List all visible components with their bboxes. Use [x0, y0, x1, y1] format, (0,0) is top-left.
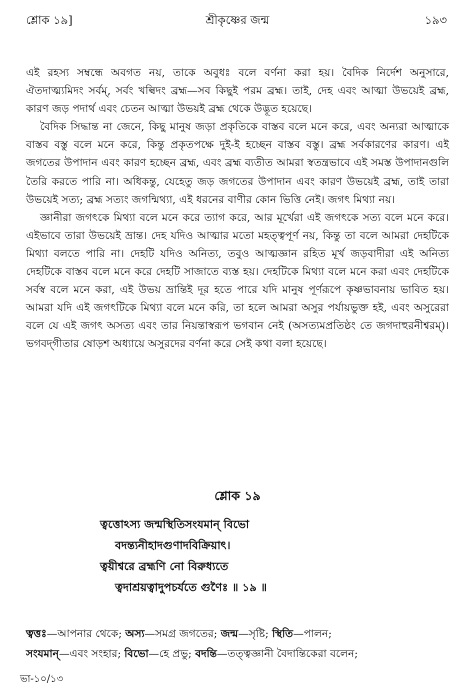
synonym-line [26, 644, 449, 664]
synonym-word: স্থিতি [272, 628, 294, 640]
synonym-meaning: —এবং সংহার; [58, 648, 125, 660]
paragraph: এই রহস্য সম্বন্ধে অবগত নয়, তাকে অবুধঃ বলে বর্ণনা করা হয়। বৈদিক নির্দেশ অনুসারে, ঐতদাত্ম্যমিদং সর্বম্‌, সর্বং খল্বিদং ব্রহ্ম—সব কিছুই পরম ব্রহ্ম। তাই, দেহ এবং আত্মা উভয়েই ব্রহ্ম, কারণ জড় পদার্থ এবং চেতন আত্মা উভয়ই ব্রহ্ম থেকে উদ্ভূত হয়েছে। [26, 67, 449, 116]
synonym-meaning: —সমগ্র জগতের; [144, 628, 221, 640]
synonym-word: ত্বত্তঃ [26, 628, 47, 640]
synonym-meaning: —হে প্রভু; [148, 648, 196, 660]
verse-line: ত্বদাশ্রয়ত্বাদুপচর্যতে গুণৈঃ ॥ ১৯ ॥ [115, 580, 267, 594]
synonym-meaning: —আপনার থেকে; [46, 628, 126, 640]
verse-block [0, 488, 475, 598]
synonym-meaning: —তত্ত্বজ্ঞানী বৈদান্তিকেরা বলেন; [216, 648, 358, 660]
header-chapter-title: শ্রীকৃষ্ণের জন্ম [205, 13, 270, 27]
header-page-number: ১৯৩ [424, 13, 447, 27]
verse-title: শ্লোক ১৯ [214, 488, 261, 503]
synonym-word: জন্ম [220, 628, 239, 640]
word-synonyms [26, 624, 449, 664]
paragraph: বৈদিক সিদ্ধান্ত না জেনে, কিছু মানুষ জড়া প্রকৃতিকে বাস্তব বলে মনে করে, এবং অন্যরা আত্মাকে বাস্তব বস্তু বলে মনে করে, কিন্তু প্রকৃতপক্ষে দুই-ই হচ্ছেন বাস্তব বস্তু। ব্রহ্ম সর্বকারণের কারণ। এই জগতের উপাদান এবং কারণ হচ্ছেন ব্রহ্ম, এবং ব্রহ্ম ব্যতীত আমরা স্বতন্ত্রভাবে এই সমস্ত উপাদানগুলি তৈরি করতে পারি না। অধিকন্তু, যেহেতু জড় জগতের উপাদান এবং কারণ উভয়েই ব্রহ্ম, তাই তারা উভয়েই সত্য; ব্রহ্ম সত্যং জগন্মিথ্যা, এই ধরনের বাণীর কোন ভিত্তি নেই। জগৎ মিথ্যা নয়। [26, 121, 449, 206]
paragraph: জ্ঞানীরা জগৎকে মিথ্যা বলে মনে করে ত্যাগ করে, আর মূর্খেরা এই জগৎকে সত্য বলে মনে করে। এইভাবে তারা উভয়েই ভ্রান্ত। দেহ যদিও আত্মার মতো মহত্ত্বপূর্ণ নয়, কিন্তু তা বলে আমরা দেহটিকে মিথ্যা বলতে পারি না। দেহটি যদিও অনিত্য, তবুও আত্মজ্ঞান রহিত মূর্খ জড়বাদীরা এই অনিত্য দেহটিকে বাস্তব বলে মনে করে দেহটি সাজাতে ব্যস্ত হয়। দেহটিকে মিথ্যা বলে মনে করা এবং দেহটিকে সর্বস্ব বলে মনে করা, এই উভয় ভ্রান্তিই দূর হতে পারে যদি মানুষ পূর্ণরূপে কৃষ্ণভাবনায় ভাবিত হয়। আমরা যদি এই জগৎটিকে মিথ্যা বলে মনে করি, তা হলে আমরা অসুর পর্যায়ভুক্ত হই, এবং অসুরেরা বলে যে এই জগৎ অসত্য এবং তার নিয়ন্তাস্বরূপ ভগবান নেই (অসত্যমপ্রতিষ্ঠং তে জগদাহুরনীশ্বরম্‌)। ভগবদ্‌গীতার ষোড়শ অধ্যায়ে অসুরদের বর্ণনা করে সেই কথা বলা হয়েছে। [26, 211, 449, 351]
synonym-word: বিভো [124, 648, 149, 660]
synonym-line [26, 624, 449, 644]
verse-line: বদন্ত্যনীহাদগুণাদবিক্রিয়াৎ। [115, 538, 231, 552]
verse-line: ত্বত্তোঽস্য জন্মস্থিতিসংযমান্‌ বিভো [100, 517, 250, 531]
synonym-word: বদন্তি [195, 648, 217, 660]
header-verse-ref: শ্লোক ১৯] [26, 13, 73, 27]
footer-signature: ভা-১০/১৩ [20, 674, 64, 685]
purport-text [26, 64, 449, 354]
synonym-meaning: —পালন; [293, 628, 332, 640]
synonym-meaning: —সৃষ্টি; [238, 628, 273, 640]
verse-line: ত্বয়ীশ্বরে ব্রহ্মণি নো বিরুধ্যতে [100, 559, 229, 573]
synonym-word: সংযমান্‌ [26, 648, 59, 660]
synonym-word: অস্য [125, 628, 145, 640]
